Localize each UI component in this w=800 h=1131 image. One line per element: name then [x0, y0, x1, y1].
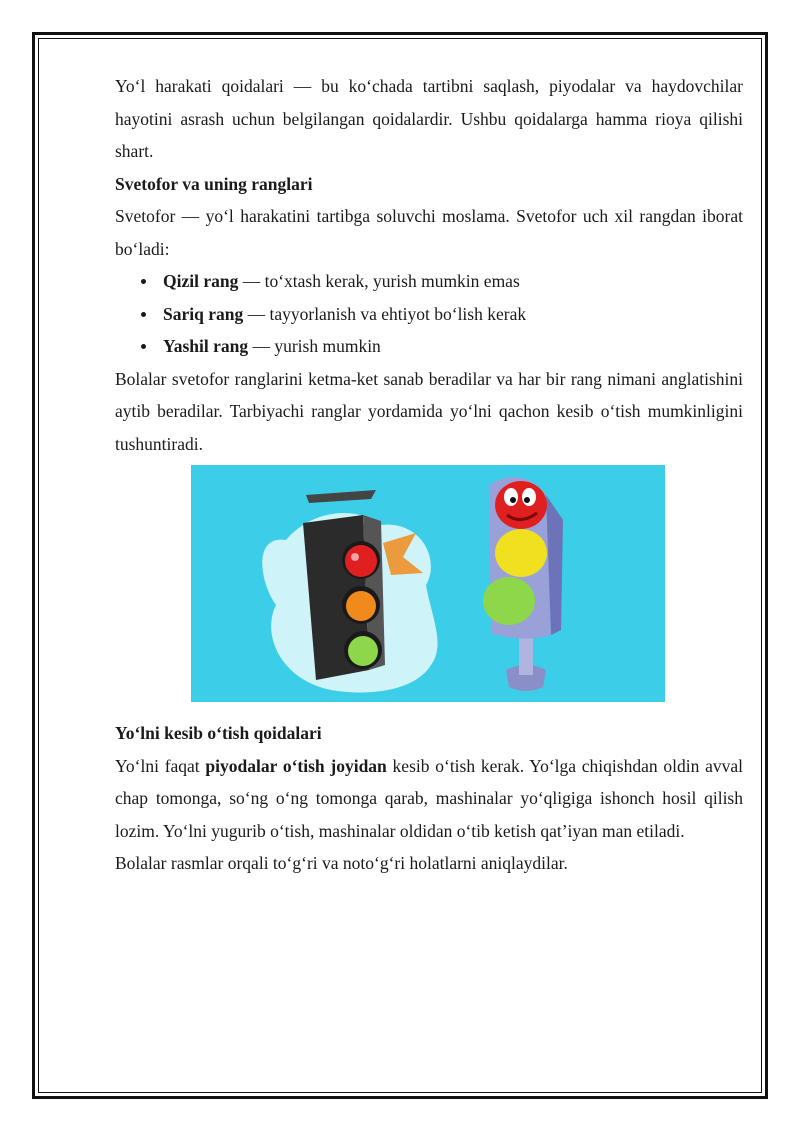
- list-item-green: [163, 330, 743, 363]
- traffic-light-paragraph: Svetofor — yo‘l harakatini tartibga soluvchi moslama. Svetofor uch xil rangdan iborat bo‘ladi:: [115, 206, 743, 259]
- list-item-red: [163, 265, 743, 298]
- list-term: Yashil rang: [163, 336, 249, 356]
- green-light-icon: [483, 577, 535, 625]
- yellow-light-icon: [346, 591, 376, 621]
- traffic-light-illustration: [191, 465, 665, 702]
- crosswalk-emphasis: piyodalar o‘tish joyidan: [205, 755, 387, 776]
- section-heading-crossing: Yo‘lni kesib o‘tish qoidalari: [115, 723, 322, 743]
- section-heading-traffic-light: Svetofor va uning ranglari: [115, 173, 313, 194]
- closing-paragraph: Bolalar rasmlar orqali to‘g‘ri va noto‘g‘ri holatlarni aniqlaydilar.: [115, 853, 568, 873]
- crossing-text-end: kesib o‘tish kerak. Yo‘lga chiqishdan oldin avval chap tomonga, so‘ng o‘ng tomonga qarab, mashinalar yo‘qligiga ishonch hosil qilish lozim. Yo‘lni yugurib o‘tish, mashinalar oldidan o‘tib ketish qat’iyan man etiladi.: [115, 755, 743, 841]
- list-term: Qizil rang: [163, 271, 239, 291]
- list-desc: — to‘xtash kerak, yurish mumkin emas: [238, 271, 520, 291]
- document-body: [115, 70, 743, 880]
- children-activity-paragraph: Bolalar svetofor ranglarini ketma-ket sanab beradilar va har bir rang nimani anglatishini aytib beradilar. Tarbiyachi ranglar yordamida yo‘lni qachon kesib o‘tish mumkinligini tushuntiradi.: [115, 368, 743, 454]
- crossing-text-start: Yo‘lni faqat: [115, 755, 206, 776]
- list-desc: — tayyorlanish va ehtiyot bo‘lish kerak: [243, 303, 527, 324]
- list-term: Sariq rang: [163, 303, 244, 324]
- crossing-paragraph: [115, 750, 743, 848]
- green-light-icon: [348, 636, 378, 666]
- red-light-icon: [345, 545, 377, 577]
- list-desc: — yurish mumkin: [248, 336, 381, 356]
- smiling-red-light-icon: [495, 481, 547, 529]
- color-list: [115, 265, 743, 363]
- intro-paragraph: Yo‘l harakati qoidalari — bu ko‘chada tartibni saqlash, piyodalar va haydovchilar hayotini asrash uchun belgilangan qoidalardir. Ushbu qoidalarga hamma rioya qilishi shart.: [115, 76, 743, 161]
- yellow-light-icon: [495, 529, 547, 577]
- illustration-container: [115, 465, 743, 709]
- list-item-yellow: [163, 298, 743, 331]
